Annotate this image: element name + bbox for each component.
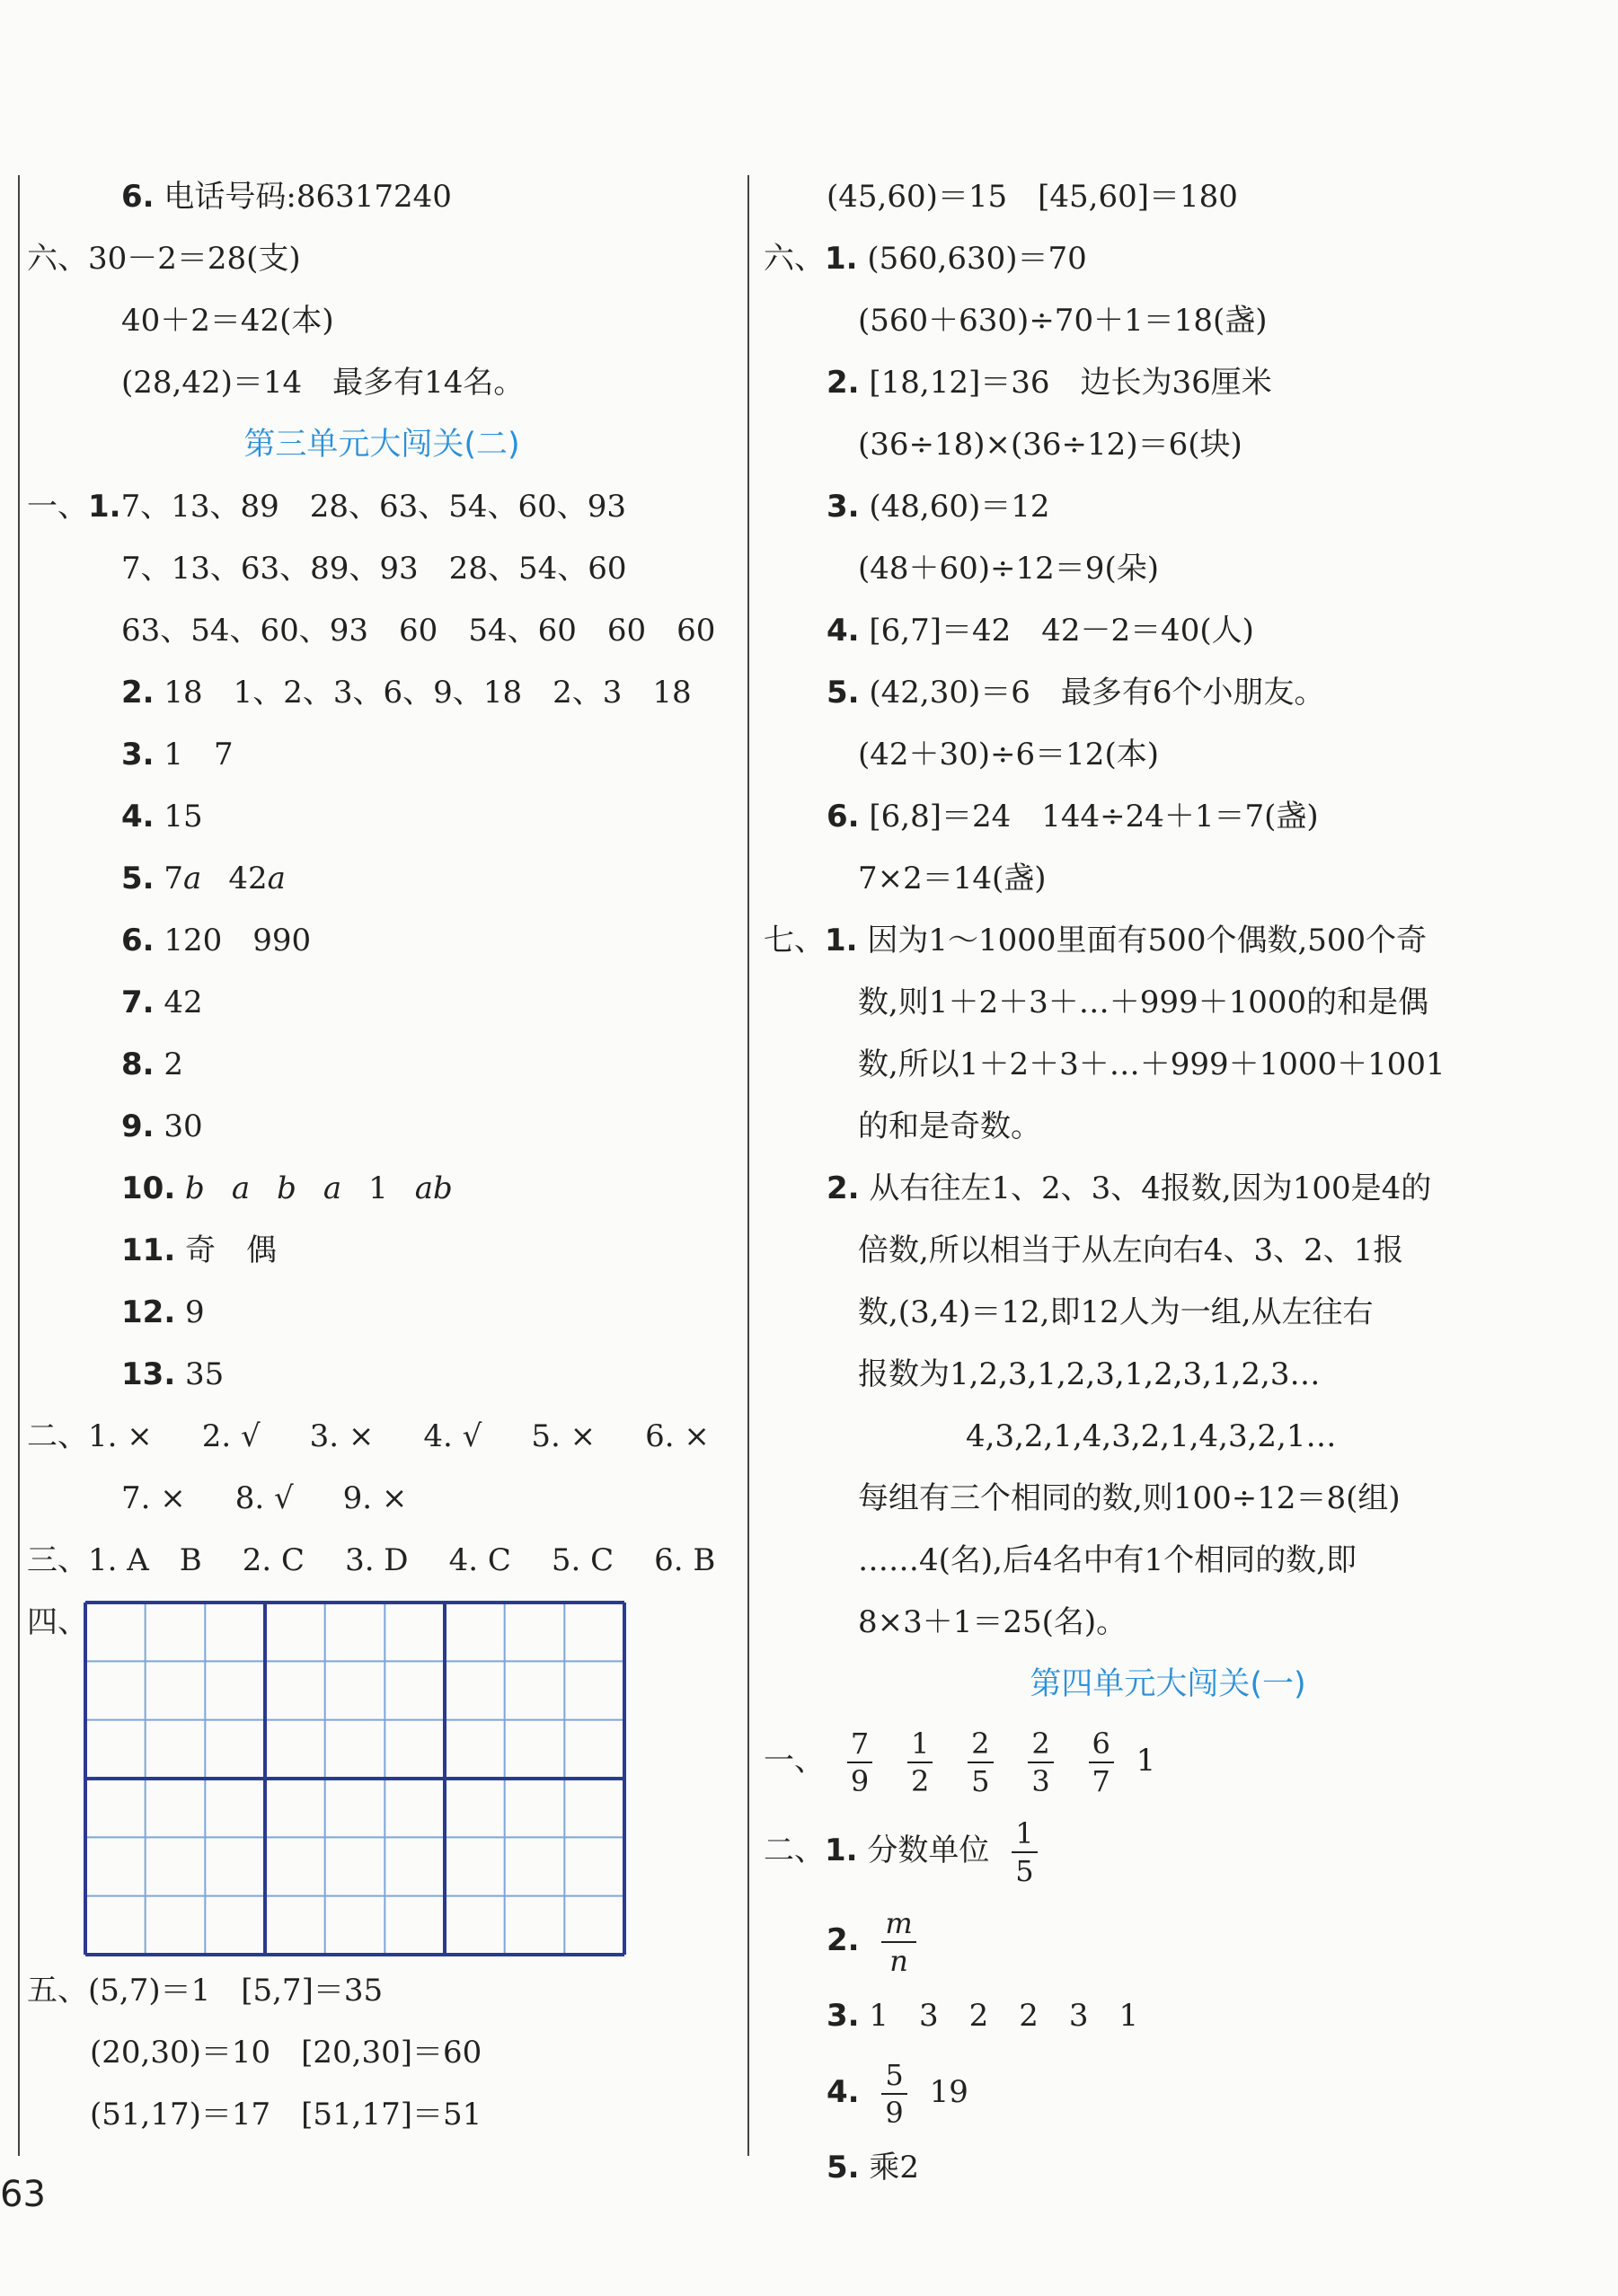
answer-line: 每组有三个相同的数,则100÷12＝8(组) [858, 1480, 1401, 1516]
answer-line: 六、1. (560,630)＝70 [764, 241, 1087, 277]
answer-line: 7×2＝14(盏) [858, 861, 1047, 896]
answer-line: 一、1.7、13、89 28、63、54、60、93 [27, 489, 627, 525]
answer-line: 2. 18 1、2、3、6、9、18 2、3 18 [121, 675, 692, 711]
answer-line: 10. b a b a 1 ab [121, 1170, 453, 1206]
answer-line: (48＋60)÷12＝9(朵) [858, 551, 1159, 587]
answer-line: 二、1. × 2. √ 3. × 4. √ 5. × 6. × [27, 1418, 710, 1454]
fraction: $\frac{1}{5}$ [1012, 1815, 1037, 1889]
answer-line: (28,42)＝14 最多有14名。 [121, 365, 525, 401]
answer-line: 11. 奇 偶 [121, 1232, 278, 1268]
answer-grid [81, 1599, 629, 1958]
section-title: 第四单元大闯关(一) [1030, 1666, 1306, 1702]
answer-line: (560＋630)÷70＋1＝18(盏) [858, 303, 1268, 339]
answer-line: 5. (42,30)＝6 最多有6个小朋友。 [827, 675, 1325, 711]
answer-line: ……4(名),后4名中有1个相同的数,即 [858, 1542, 1357, 1578]
answer-line: 8. 2 [121, 1046, 184, 1082]
fraction: $\frac{5}{9}$ [881, 2057, 906, 2131]
answer-line: 报数为1,2,3,1,2,3,1,2,3,1,2,3… [858, 1356, 1321, 1392]
answer-line: 2. [18,12]＝36 边长为36厘米 [827, 365, 1272, 401]
fraction: $\frac{2}{3}$ [1028, 1726, 1053, 1799]
answer-line: 8×3＋1＝25(名)。 [858, 1604, 1127, 1640]
answer-line: 2. $\frac{m}{n}$ [764, 1895, 1572, 1985]
answer-line: 5. 7a 42a [121, 861, 286, 896]
answer-line: 倍数,所以相当于从左向右4、3、2、1报 [858, 1232, 1404, 1268]
answer-line: 三、1. A B 2. C 3. D 4. C 5. C 6. B [27, 1542, 716, 1578]
answer-line: 七、1. 因为1～1000里面有500个偶数,500个奇 [764, 923, 1428, 958]
answer-line: 4. [6,7]＝42 42－2＝40(人) [827, 613, 1254, 649]
answer-line: (42＋30)÷6＝12(本) [858, 737, 1159, 773]
fraction: $\frac{6}{7}$ [1089, 1726, 1114, 1799]
answer-line: 40＋2＝42(本) [121, 303, 334, 339]
answer-line: 数,则1＋2＋3＋…＋999＋1000的和是偶 [858, 985, 1429, 1020]
grid-label: 四、 [27, 1604, 88, 1640]
answer-line: 五、(5,7)＝1 [5,7]＝35 [27, 1973, 384, 2009]
answer-line: (51,17)＝17 [51,17]＝51 [90, 2097, 482, 2133]
answer-line: 二、1. 分数单位 $\frac{1}{5}$ [764, 1806, 1572, 1895]
page-number: 63 [0, 2174, 46, 2215]
answer-line: 3. (48,60)＝12 [827, 489, 1050, 525]
answer-line: 7. 42 [121, 985, 203, 1020]
answer-line: 12. 9 [121, 1294, 205, 1330]
grid-section [27, 1592, 737, 1960]
answer-line: 4. $\frac{5}{9}$ 19 [827, 2058, 968, 2130]
answer-line: 数,(3,4)＝12,即12人为一组,从左往右 [858, 1294, 1374, 1330]
left-column [27, 166, 737, 2146]
answer-line: 6. [6,8]＝24 144÷24＋1＝7(盏) [827, 799, 1319, 835]
answer-line: 六、30－2＝28(支) [27, 241, 301, 277]
fraction: $\frac{m}{n}$ [881, 1905, 915, 1979]
answer-line: 6. 120 990 [121, 923, 312, 958]
answer-line: 2. 从右往左1、2、3、4报数,因为100是4的 [827, 1170, 1432, 1206]
answer-line: 一、 $\frac{7}{9}$ $\frac{1}{2}$ $\frac{2}{5}$ $\frac{2}{3}$ $\frac{6}{7}$ 1 [764, 1726, 1156, 1798]
answer-line: 数,所以1＋2＋3＋…＋999＋1000＋1001 [858, 1046, 1446, 1082]
fraction: $\frac{1}{2}$ [907, 1726, 933, 1799]
answer-line: 7、13、63、89、93 28、54、60 [121, 551, 627, 587]
answer-line: (45,60)＝15 [45,60]＝180 [827, 179, 1238, 215]
fraction: $\frac{2}{5}$ [968, 1726, 993, 1799]
section-title: 第三单元大闯关(二) [243, 427, 520, 463]
answer-line: 6. 电话号码:86317240 [121, 179, 452, 215]
left-margin-line [18, 175, 20, 2156]
answer-line: 3. 1 7 [121, 737, 234, 773]
right-column [764, 166, 1572, 2199]
answer-line: 5. 乘2 [827, 2150, 920, 2186]
answer-line: 4. 15 [121, 799, 203, 835]
answer-line: (36÷18)×(36÷12)＝6(块) [858, 427, 1242, 463]
answer-line: 7. × 8. √ 9. × [121, 1480, 408, 1516]
answer-line: (20,30)＝10 [20,30]＝60 [90, 2035, 482, 2071]
answer-line: 13. 35 [121, 1356, 225, 1392]
column-divider [747, 175, 749, 2156]
answer-line: 的和是奇数。 [858, 1108, 1041, 1144]
fraction: $\frac{7}{9}$ [847, 1726, 872, 1799]
answer-line: 4,3,2,1,4,3,2,1,4,3,2,1… [966, 1418, 1337, 1454]
answer-line: 63、54、60、93 60 54、60 60 60 [121, 613, 716, 649]
answer-line: 9. 30 [121, 1108, 203, 1144]
answer-line: 3. 1 3 2 2 3 1 [827, 1998, 1139, 2034]
